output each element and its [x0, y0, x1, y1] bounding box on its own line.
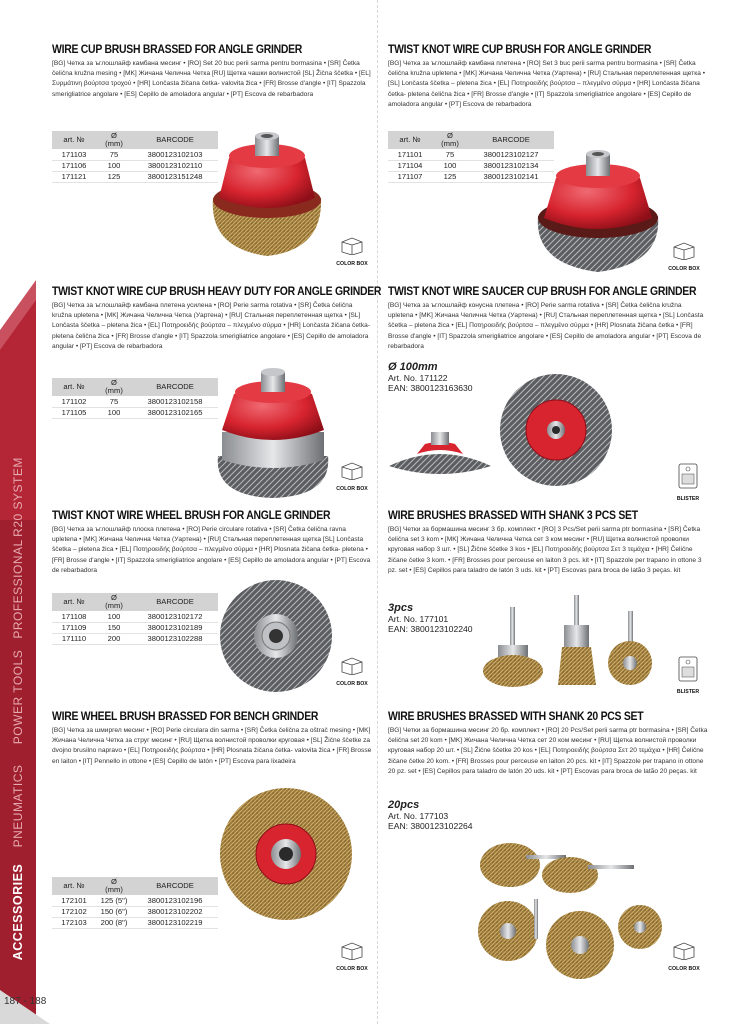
heavy-duty-cup-brush-image: [212, 368, 334, 500]
article-number: Art. No. 171122: [388, 373, 448, 383]
saucer-brush-top-image: [496, 370, 616, 490]
product-title: WIRE WHEEL BRUSH BRASSED FOR BENCH GRINDER: [52, 710, 319, 723]
color-box-icon: COLOR BOX: [332, 235, 372, 267]
product-description: [BG] Четка за шмиргел месинг • [RO] Perie circulara din sarma • [SR] Četka čelična za oštrač mesing • [MK] Жичана Челична Четка за струг месинг • [RU] Щетка волнистой проволки круговая • [SL] Žične ščetke za dvojno brusilno napravo • [EL] Ποτηροειδής βούρτσα • [HR] Plosnata žičana četka- valovita žica • [FR] Brosse en laiton • [IT] Pennello in ottone • [ES] Cepillo de latón • [PT] Escova para lixadeira: [52, 727, 372, 765]
spec-table: art. № Ø (mm) BARCODE 171102 75 3800123102158 171105 100 3800123102165: [52, 378, 218, 419]
product-brass-wheel-bench-grinder: [52, 710, 372, 767]
product-twist-knot-cup-brush: [388, 43, 708, 110]
table-row: 171107 125 3800123102141: [388, 171, 554, 182]
sidebar-label-professional[interactable]: PROFESSIONAL: [11, 539, 25, 639]
color-box-icon: COLOR BOX: [664, 240, 704, 272]
product-description: [BG] Четки за бормашина месинг 20 бр. комплект • [RO] 20 Pcs/Set perii sarma ptr bormasina • [SR] Četka čelična set 20 kom • [MK] Жичана Челична Четка сет 20 ком месинг • [RU] Щетка волнистой проволки круговая набор 20 шт. • [SL] Žične ščetke 20 kos • [EL] Ποτηροειδής βούρτσα Σετ 20 τεμάχια • [HR] Čelične žičane četke 20 kom. • [FR] Brosses pour perceuse en laiton 20 pcs. kit • [IT] Spazzole per trapano in ottone 20 pz. set • [ES] Cepillos para taladro de latón 20 uds. kit • [PT] Escovas para broca de latão 20 peças. kit: [388, 727, 708, 775]
table-row: 171121 125 3800123151248: [52, 171, 218, 182]
color-box-icon: COLOR BOX: [332, 460, 372, 492]
article-number: Art. No. 177101: [388, 614, 449, 624]
spec-table: art. № Ø (mm) BARCODE 171108 100 3800123102172 171109 150 3800123102189 171110 200 3800123102288: [52, 593, 218, 645]
product-title: TWIST KNOT WIRE CUP BRUSH HEAVY DUTY FOR ANGLE GRINDER: [52, 285, 382, 298]
product-description: [BG] Четки за бормашина месинг 3 бр. комплект • [RO] 3 Pcs/Set perii sarma ptr bormasina • [SR] Četka čelična set 3 kom • [MK] Жичана Челична Четка сет 3 ком месинг • [RU] Щетка волнистой проволки круговая набор 3 шт. • [SL] Žične ščetke 3 kos • [EL] Ποτηροειδής βούρτσα Σετ 3 τεμάχια • [HR] Čelične žičane četke 3 kom. • [FR] Brosses pour perceuse en laiton 3 pcs. kit • [IT] Spazzole per trapano in ottone 3 pz. set • [ES] Cepillos para taladro de latón 3 uds. kit • [PT] Escovas para broca de latão 3 peças. kit: [388, 526, 702, 574]
table-row: 171101 75 3800123102127: [388, 149, 554, 160]
twist-knot-wheel-image: [218, 578, 334, 694]
saucer-brush-side-image: [385, 428, 495, 484]
spec-table: [52, 131, 218, 183]
ean-code: EAN: 3800123163630: [388, 383, 473, 393]
color-box-icon: COLOR BOX: [332, 655, 372, 687]
product-twist-knot-cup-brush-heavy-duty: [52, 285, 382, 352]
table-row: 171102 75 3800123102158: [52, 396, 218, 407]
table-row: 171110 200 3800123102288: [52, 633, 218, 644]
category-sidebar: [0, 0, 36, 1024]
product-size: Ø 100mm: [388, 361, 438, 373]
table-row: 171108 100 3800123102172: [52, 611, 218, 622]
blister-icon: BLISTER: [668, 655, 708, 695]
product-size: 20pcs: [388, 799, 420, 811]
col-diameter: Ø (mm): [96, 131, 132, 149]
ean-code: EAN: 3800123102240: [388, 624, 473, 634]
product-brass-shank-3pcs: [388, 509, 708, 576]
product-title: TWIST KNOT WIRE CUP BRUSH FOR ANGLE GRINDER: [388, 43, 652, 56]
twist-knot-cup-brush-image: [532, 148, 664, 274]
brass-wheel-image: [218, 786, 354, 922]
brass-cup-brush-image: [205, 128, 327, 258]
table-row: 171109 150 3800123102189: [52, 622, 218, 633]
product-twist-knot-saucer-brush: [388, 285, 708, 352]
table-row: 172101 125 (5") 3800123102196: [52, 895, 218, 906]
product-description: [BG] Четка за ъглошлайф камбана плетена • [RO] Set 3 buc perii sarma pentru bormasina • [SR] Četka čelična kružna upletena • [MK] Жичана Челична Четка (Уартена) • [RU] Стальная переплетенная щетка • [SL] Lončasta ščetka – pletena žica • [EL] Ποτηροειδής βούρτσα – πλεγμένο σύρμα • [HR] Lončasta žičana četka- pletena čelična žica • [FR] Brosse d'angle • [IT] Spazzola smerigliatrice angolare • [ES] Cepillo de amoladora angular • [PT] Escova de rebarbadora: [388, 60, 706, 108]
ean-code: EAN: 3800123102264: [388, 821, 473, 831]
product-title: WIRE CUP BRUSH BRASSED FOR ANGLE GRINDER: [52, 43, 303, 56]
article-info: [388, 362, 473, 393]
column-divider: [377, 0, 378, 1024]
spec-table: art. № Ø (mm) BARCODE 172101 125 (5") 3800123102196 172102 150 (6") 3800123102202 172103 200 (8") 3800123102219: [52, 877, 218, 929]
col-art-no: art. №: [52, 131, 96, 149]
sidebar-label-accessories[interactable]: ACCESSORIES: [11, 863, 25, 961]
article-number: Art. No. 177103: [388, 811, 449, 821]
color-box-icon: COLOR BOX: [664, 940, 704, 972]
blister-icon: BLISTER: [668, 462, 708, 502]
page-corner-shade: [0, 960, 50, 1024]
table-row: 171103 75 3800123102103: [52, 149, 218, 160]
sidebar-label-pneumatics[interactable]: PNEUMATICS: [11, 764, 25, 848]
col-barcode: BARCODE: [132, 131, 218, 149]
product-wire-cup-brush-brassed: [52, 43, 372, 100]
article-info: [388, 800, 473, 831]
spec-table: art. № Ø (mm) BARCODE 171101 75 3800123102127 171104 100 3800123102134 171107 125 3800123102141: [388, 131, 554, 183]
table-row: 172102 150 (6") 3800123102202: [52, 906, 218, 917]
product-title: TWIST KNOT WIRE WHEEL BRUSH FOR ANGLE GRINDER: [52, 509, 331, 522]
color-box-icon: COLOR BOX: [332, 940, 372, 972]
product-description: [BG] Четка за ъглошлайф конусна плетена • [RO] Perie sarma rotativa • [SR] Četka čelična kružna upletena • [MK] Жичана Челична Четка (Уартена) • [RU] Стальная переплетенная щетка • [SL] Lončasta ščetka – pletena žica • [EL] Ποτηροειδής βούρτσα – πλεγμένο σύρμα • [HR] Plosnata žičana četka • [FR] Brosse d'angle • [IT] Spazzola smerigliatrice angolare • [ES] Cepillo de amoladora angular • [PT] Escova de rebarbadora: [388, 302, 704, 350]
product-title: WIRE BRUSHES BRASSED WITH SHANK 20 PCS SET: [388, 710, 644, 723]
product-description: [BG] Четка за ъглошлайф камбана плетена усилена • [RO] Perie sarma rotativa • [SR] Četka čelična kružna upletena • [MK] Жичана Челична Четка (Уартена) • [RU] Стальная переплетенная щетка • [SL] Lončasta ščetka – pletena žica • [EL] Ποτηροειδής βούρτσα – πλεγμένο σύρμα • [HR] Lončasta žičana četka- pletena čelična žica • [FR] Brosse d'angle • [IT] Spazzola smerigliatrice angolare • [ES] Cepillo de amoladora angular • [PT] Escova de rebarbadora: [52, 302, 371, 350]
product-description: [BG] Четка за ъглошлайф камбана месинг • [RO] Set 20 buc perii sarma pentru bormasina • [SR] Četka čelična kružna mesing • [MK] Жичана Челична Четка [RU] Щетка чашки волнистой [SL] Žična ščetka • [EL] Συρμάτινη βούρτσα τροχού • [HR] Lončasta žičana četka- valovita žica • [FR] Brosse d'angle • [IT] Spazzola smerigliatrice angolare • [ES] Cepillo de amoladora angular • [PT] Escova de rebarbadora: [52, 60, 371, 98]
product-size: 3pcs: [388, 602, 414, 614]
shank-brushes-20pcs-image: [470, 835, 666, 985]
table-row: 171104 100 3800123102134: [388, 160, 554, 171]
article-info: [388, 603, 473, 634]
table-row: 171105 100 3800123102165: [52, 407, 218, 418]
table-row: 172103 200 (8") 3800123102219: [52, 917, 218, 928]
page-numbers: 187 - 188: [4, 996, 47, 1007]
table-row: 171106 100 3800123102110: [52, 160, 218, 171]
shank-brushes-3pcs-image: [480, 593, 666, 693]
product-brass-shank-20pcs: [388, 710, 708, 777]
product-title: TWIST KNOT WIRE SAUCER CUP BRUSH FOR ANGLE GRINDER: [388, 285, 697, 298]
sidebar-label-power-tools[interactable]: POWER TOOLS: [11, 649, 25, 745]
product-title: WIRE BRUSHES BRASSED WITH SHANK 3 PCS SET: [388, 509, 638, 522]
product-twist-knot-wheel-brush: [52, 509, 372, 576]
product-description: [BG] Четка за ъглошлайф плоска плетена • [RO] Perie circulare rotativa • [SR] Četka čelična ravna upletena • [MK] Жичана Челична Четка (Уартена) • [RU] Стальная переплетенная щетка [SL] Lončasta ščetka – pletena žica • [EL] Ποτηροειδής βούρτσα – πλεγμένο σύρμα • [HR] Plosnata žičana četka- pletena • [FR] Brosse d'angle • [IT] Spazzola smerigliatrice angolare • [ES] Cepillo de amoladora angular • [PT] Escova de rebarbadora: [52, 526, 371, 574]
sidebar-label-r20-system[interactable]: R20 SYSTEM: [11, 457, 25, 537]
